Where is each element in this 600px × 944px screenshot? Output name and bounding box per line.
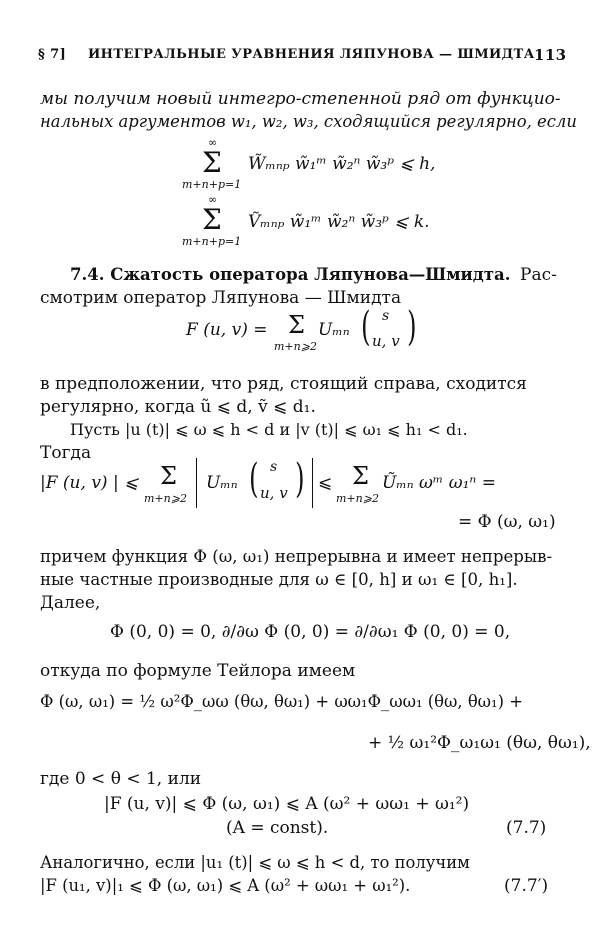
para6-tag: (7.7′) (504, 876, 549, 896)
formula4-bar-left (196, 458, 197, 508)
para2-line4: Тогда (40, 443, 92, 463)
formula4-paren-open: ( (249, 456, 259, 502)
formula2-body: Ṽₘₙₚ w̃₁ᵐ w̃₂ⁿ w̃₃ᵖ ⩽ k. (248, 212, 430, 232)
para4-line1: откуда по формуле Тейлора имеем (40, 661, 356, 681)
formula3-paren-close: ) (407, 304, 417, 350)
formula6-line2: + ½ ω₁²Φ_ω₁ω₁ (θω, θω₁), (368, 733, 591, 753)
formula4-binom-top: s (270, 459, 278, 475)
formula3-binom-top: s (382, 308, 390, 324)
formula1-sum-top: ∞ (208, 136, 218, 149)
section-heading-rest: Рас- (520, 265, 557, 285)
para2-line2: регулярно, когда ũ ⩽ d, ṽ ⩽ d₁. (40, 397, 316, 417)
section-line2: смотрим оператор Ляпунова — Шмидта (40, 288, 402, 308)
formula4-mid: Uₘₙ (206, 473, 238, 493)
formula2-sum: Σ (202, 203, 222, 236)
formula4-sum2-sub: m+n⩾2 (336, 492, 379, 505)
formula6-line1: Φ (ω, ω₁) = ½ ω²Φ_ωω (θω, θω₁) + ωω₁Φ_ωω₁ (θω, θω₁) + (40, 692, 523, 711)
para6-line1: Аналогично, если |u₁ (t)| ⩽ ω ⩽ h < d, то получим (40, 853, 470, 872)
formula4-bar-right (312, 458, 313, 508)
formula1-body: W̃ₘₙₚ w̃₁ᵐ w̃₂ⁿ w̃₃ᵖ ⩽ h, (248, 154, 436, 174)
formula4-paren-close: ) (295, 456, 305, 502)
formula4-binom-bottom: u, v (260, 484, 288, 502)
formula7-line1: |F (u, v)| ⩽ Φ (ω, ω₁) ⩽ A (ω² + ωω₁ + ω₁²) (104, 794, 470, 814)
para1-line2: нальных аргументов w₁, w₂, w₃, сходящийся регулярно, если (40, 112, 577, 131)
formula2-sum-sub: m+n+p=1 (182, 235, 242, 248)
formula4-sum1: Σ (160, 462, 177, 490)
para1-line1: мы получим новый интегро-степенной ряд от функцио- (40, 89, 561, 109)
formula1-sum: Σ (202, 146, 222, 179)
formula4-rhs: Ũₘₙ ωᵐ ω₁ⁿ = (382, 473, 496, 493)
formula4-sum2: Σ (352, 462, 369, 490)
para3-line3: Далее, (40, 593, 101, 613)
para3-line2: ные частные производные для ω ∈ [0, h] и ω₁ ∈ [0, h₁]. (40, 570, 518, 589)
formula3-body: Uₘₙ (318, 320, 350, 340)
formula4-lhs: |F (u, v) | ⩽ (40, 473, 139, 493)
formula3-binom-bottom: u, v (372, 332, 400, 350)
para2-line3: Пусть |u (t)| ⩽ ω ⩽ h < d и |v (t)| ⩽ ω₁ ⩽ h₁ < d₁. (70, 420, 468, 439)
formula7-line2: (A = const). (226, 818, 329, 838)
para5-line1: где 0 < θ < 1, или (40, 769, 202, 789)
para2-line1: в предположении, что ряд, стоящий справа, сходится (40, 374, 527, 394)
formula4-line2: = Φ (ω, ω₁) (458, 512, 556, 532)
section-heading: 7.4. Сжатость оператора Ляпунова—Шмидта. (70, 265, 511, 284)
formula7-tag: (7.7) (506, 818, 547, 838)
formula3-paren-open: ( (361, 304, 371, 350)
formula4-sum1-sub: m+n⩾2 (144, 492, 187, 505)
formula5: Φ (0, 0) = 0, ∂/∂ω Φ (0, 0) = ∂/∂ω₁ Φ (0, 0) = 0, (110, 622, 511, 642)
formula1-sum-sub: m+n+p=1 (182, 178, 242, 191)
formula2-sum-top: ∞ (208, 193, 218, 206)
formula3-sum: Σ (288, 311, 305, 339)
formula3-lhs: F (u, v) = (186, 320, 268, 340)
para6-line2: |F (u₁, v)|₁ ⩽ Φ (ω, ω₁) ⩽ A (ω² + ωω₁ + ω₁²). (40, 876, 411, 895)
header-title: ИНТЕГРАЛЬНЫЕ УРАВНЕНИЯ ЛЯПУНОВА — ШМИДТА (88, 47, 535, 62)
formula3-sum-sub: m+n⩾2 (274, 340, 317, 353)
formula4-le: ⩽ (318, 473, 333, 493)
page-number: 113 (534, 46, 567, 64)
header-section: § 7] (38, 47, 67, 62)
para3-line1: причем функция Φ (ω, ω₁) непрерывна и имеет непрерыв- (40, 547, 553, 566)
